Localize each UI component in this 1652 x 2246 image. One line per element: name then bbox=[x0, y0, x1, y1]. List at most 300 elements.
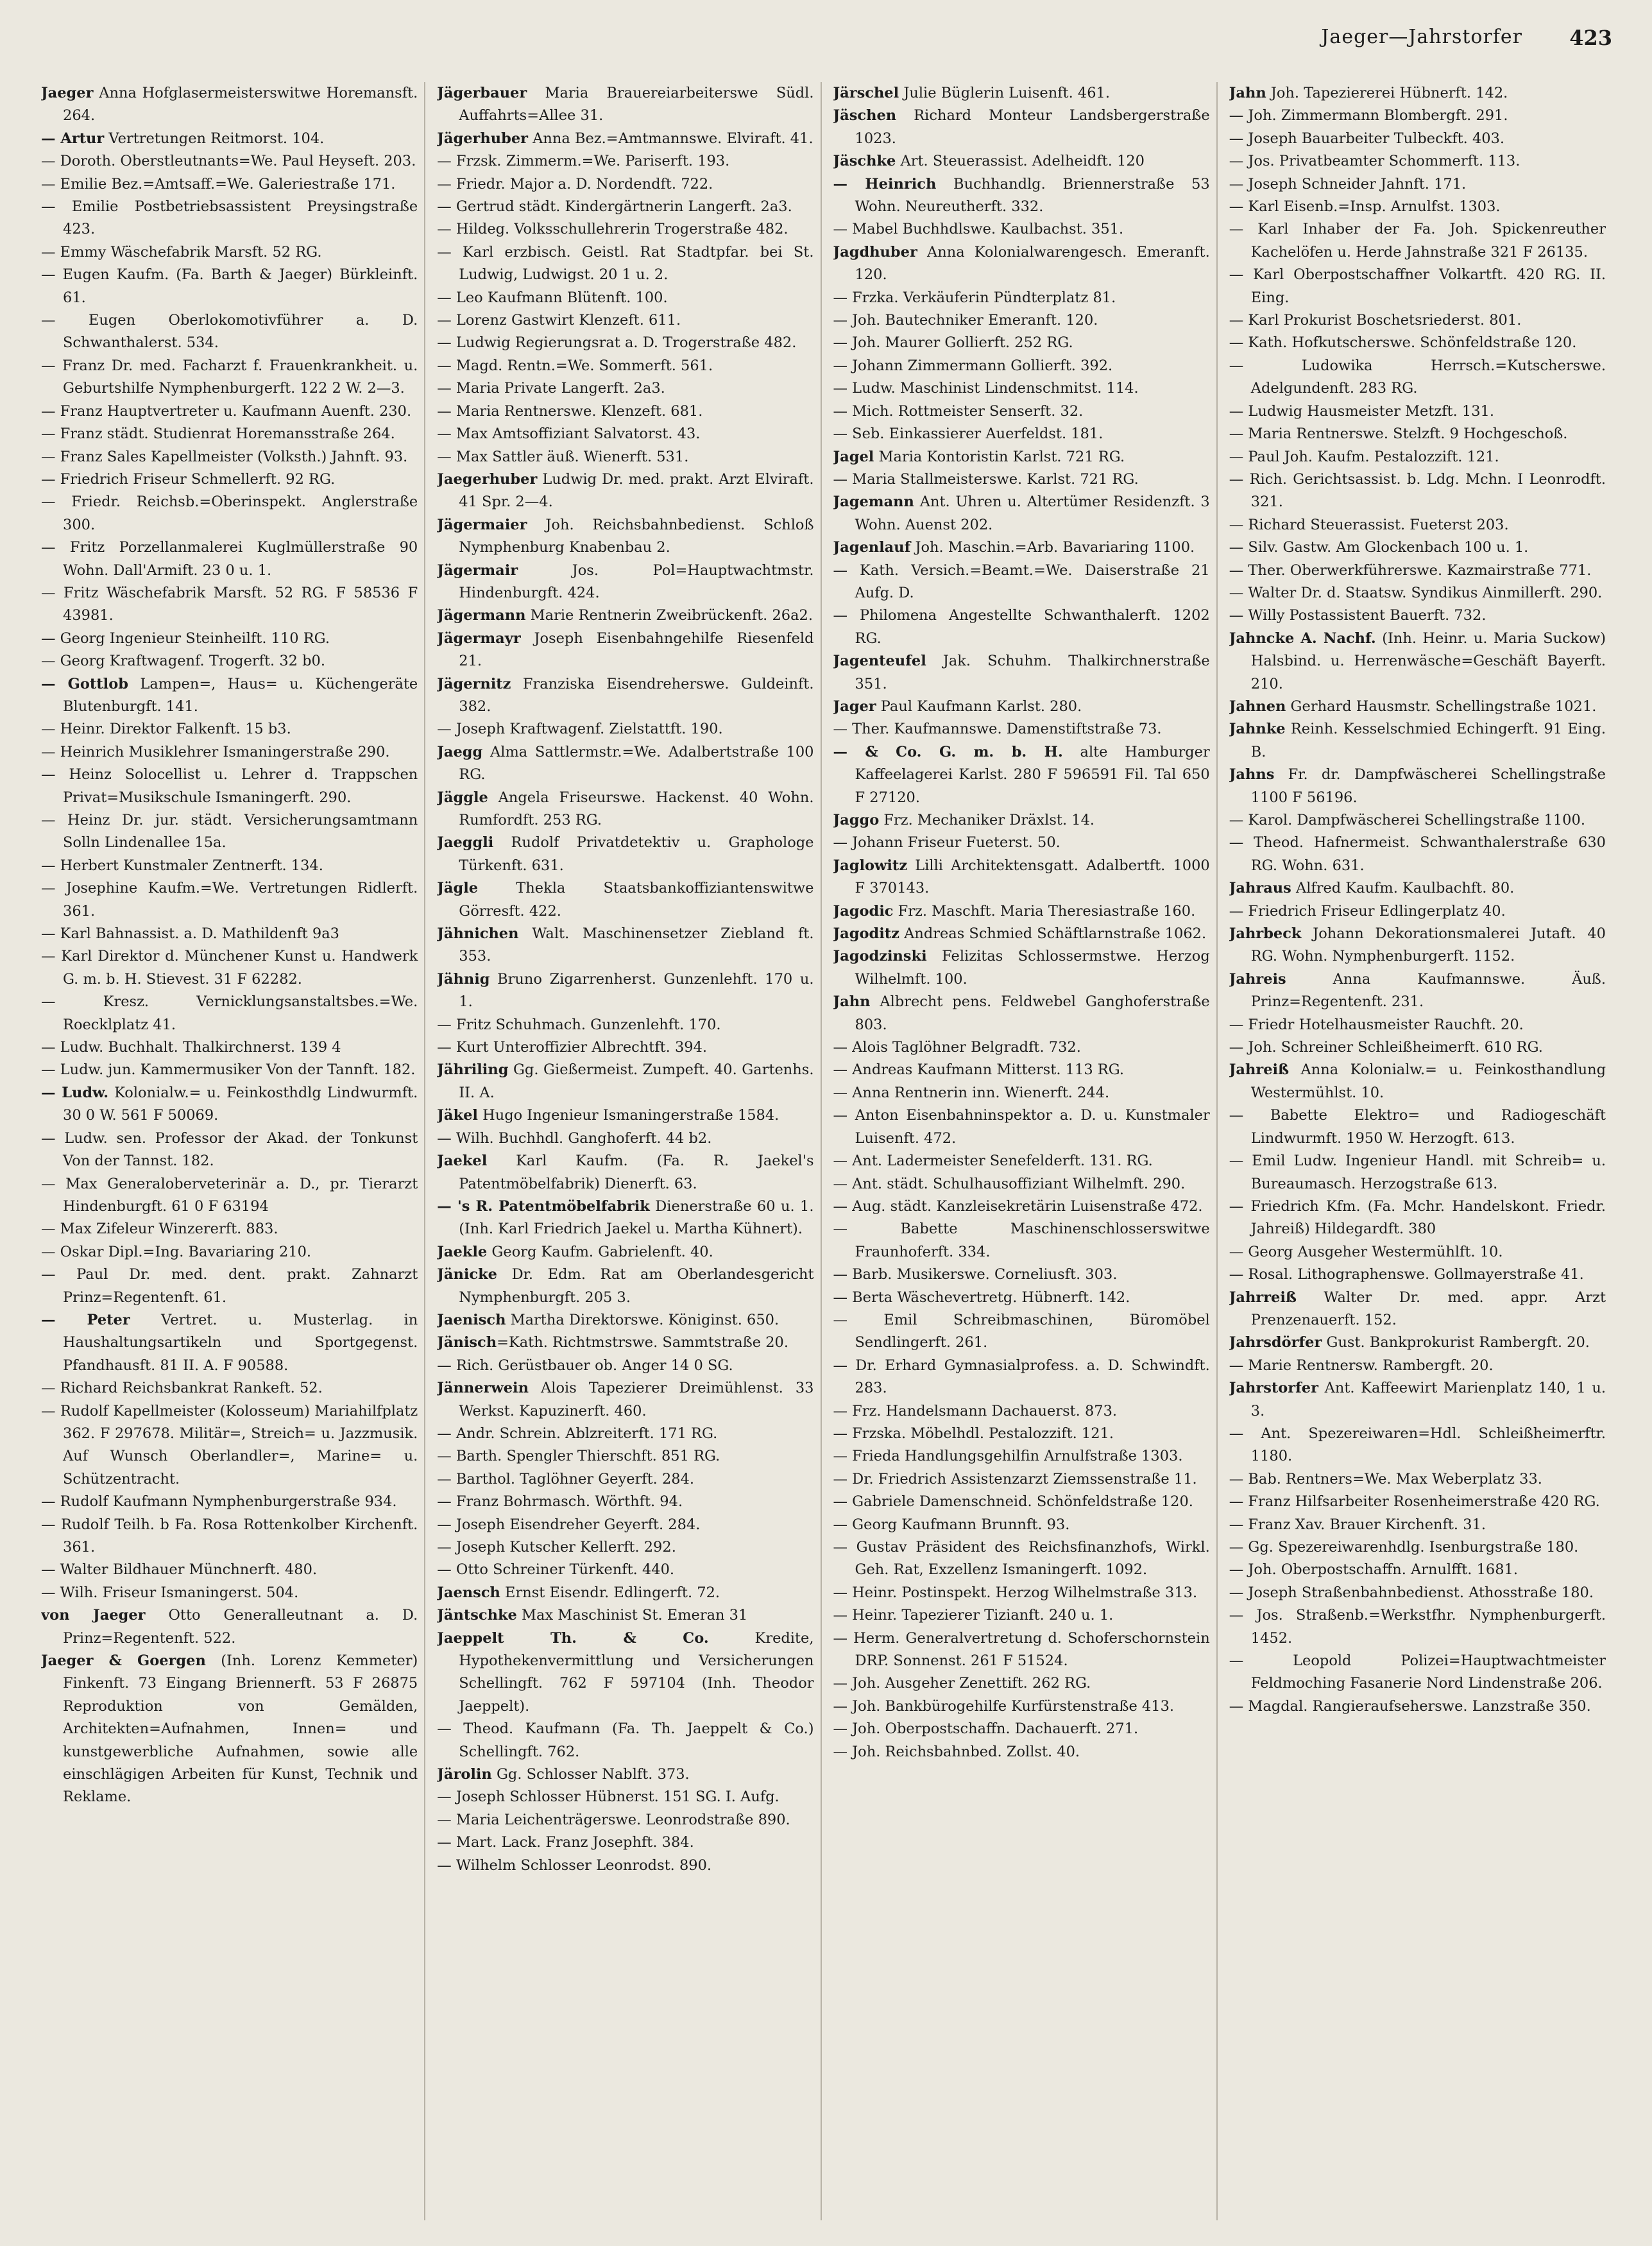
entry-text: — Frzsk. Zimmerm.=We. Pariserft. 193. bbox=[437, 153, 730, 170]
entry-text: — Emil Schreibmaschinen, Büromöbel Sendlingerft. 261. bbox=[833, 1311, 1210, 1351]
entry-text: — Joh. Oberpostschaffn. Dachauerft. 271. bbox=[833, 1720, 1139, 1738]
entry-text: — Ludwig Hausmeister Metzft. 131. bbox=[1229, 402, 1495, 420]
entry-text: — Franz Hilfsarbeiter Rosenheimerstraße 420 RG. bbox=[1229, 1493, 1600, 1511]
entry-text: Thekla Staatsbankoffiziantenswitwe Görresft. 422. bbox=[459, 880, 814, 920]
directory-entry bbox=[1229, 446, 1606, 468]
directory-entry bbox=[833, 855, 1210, 900]
entry-text: Gust. Bankprokurist Rambergft. 20. bbox=[1322, 1334, 1590, 1351]
directory-entry bbox=[1229, 877, 1606, 900]
directory-entry bbox=[41, 1127, 418, 1173]
directory-entry bbox=[833, 1627, 1210, 1673]
entry-name: Jahnen bbox=[1229, 698, 1286, 715]
entry-text: — Jos. Straßenb.=Werkstfhr. Nymphenburgerft. 1452. bbox=[1229, 1607, 1606, 1647]
page-number: 423 bbox=[1569, 26, 1612, 50]
directory-entry bbox=[41, 264, 418, 309]
directory-entry bbox=[437, 560, 813, 605]
entry-name: — 's R. Patentmöbelfabrik bbox=[437, 1197, 650, 1215]
directory-entry bbox=[833, 1218, 1210, 1264]
directory-entry bbox=[1229, 1036, 1606, 1059]
page-header bbox=[38, 26, 1612, 64]
directory-entry bbox=[41, 628, 418, 650]
directory-entry bbox=[437, 1559, 813, 1581]
entry-text: — Ant. städt. Schulhausoffiziant Wilhelmft. 290. bbox=[833, 1175, 1186, 1192]
entry-text: Alois Tapezierer Dreimühlenst. 33 Werkst. Kapuzinerft. 460. bbox=[459, 1380, 814, 1419]
directory-entry bbox=[437, 673, 813, 719]
directory-entry bbox=[41, 241, 418, 264]
directory-entry bbox=[437, 1514, 813, 1536]
entry-text: — Kresz. Vernicklungsanstaltsbes.=We. Roecklplatz 41. bbox=[41, 993, 418, 1033]
directory-entry bbox=[437, 1150, 813, 1196]
directory-entry bbox=[437, 423, 813, 445]
entry-name: Jagdhuber bbox=[833, 243, 917, 261]
entry-name: Jahn bbox=[1229, 85, 1266, 101]
entry-text: — Heinr. Direktor Falkenft. 15 b3. bbox=[41, 721, 291, 738]
entry-name: Jaenisch bbox=[437, 1311, 506, 1328]
entry-name: von Jaeger bbox=[41, 1607, 146, 1624]
entry-text: — Leo Kaufmann Blütenft. 100. bbox=[437, 289, 668, 306]
directory-entry bbox=[833, 923, 1210, 945]
entry-text: — Joh. Maurer Gollierft. 252 RG. bbox=[833, 334, 1073, 352]
directory-entry bbox=[41, 1582, 418, 1604]
directory-entry bbox=[1229, 82, 1606, 105]
directory-entry bbox=[41, 877, 418, 923]
directory-entry bbox=[833, 241, 1210, 287]
entry-name: Jännerwein bbox=[437, 1380, 529, 1397]
entry-text: Ant. Uhren u. Altertümer Residenzft. 3 Wohn. Auenst 202. bbox=[855, 493, 1210, 533]
entry-text: — Ludowika Herrsch.=Kutscherswe. Adelgundenft. 283 RG. bbox=[1229, 357, 1606, 397]
entry-text: Rudolf Privatdetektiv u. Graphologe Türkenft. 631. bbox=[459, 834, 814, 874]
directory-entry bbox=[833, 491, 1210, 536]
directory-entry bbox=[437, 787, 813, 832]
directory-entry bbox=[1229, 150, 1606, 173]
entry-text: Lampen=, Haus= u. Küchengeräte Blutenburgft. 141. bbox=[63, 675, 418, 715]
entry-text: — Dr. Friedrich Assistenzarzt Ziemssenstraße 11. bbox=[833, 1470, 1197, 1487]
directory-entry bbox=[833, 945, 1210, 991]
directory-entry bbox=[41, 1036, 418, 1059]
entry-text: Andreas Schmied Schäftlarnstraße 1062. bbox=[899, 925, 1207, 943]
entry-text: — Johann Zimmermann Gollierft. 392. bbox=[833, 357, 1113, 374]
entry-text: Alfred Kaufm. Kaulbachft. 80. bbox=[1291, 880, 1515, 897]
directory-entry bbox=[833, 650, 1210, 696]
entry-name: Jänisch bbox=[437, 1334, 497, 1351]
directory-entry bbox=[833, 446, 1210, 468]
entry-text: — Ludw. sen. Professor der Akad. der Tonkunst Von der Tannst. 182. bbox=[41, 1129, 418, 1170]
directory-entry bbox=[1229, 696, 1606, 718]
directory-entry bbox=[437, 1264, 813, 1309]
entry-name: Jägle bbox=[437, 880, 479, 897]
entry-text: — Maria Rentnerswe. Stelzft. 9 Hochgeschoß. bbox=[1229, 425, 1568, 443]
entry-text: — Emilie Bez.=Amtsaff.=We. Galeriestraße 171. bbox=[41, 175, 396, 193]
directory-entry bbox=[833, 1672, 1210, 1695]
entry-text: — Friedrich Friseur Schmellerft. 92 RG. bbox=[41, 470, 336, 488]
entry-name: Jahrstorfer bbox=[1229, 1380, 1318, 1397]
entry-text: Franziska Eisendreherswe. Guldeinft. 382. bbox=[459, 675, 814, 715]
entry-text: — Frzka. Verkäuferin Pündterplatz 81. bbox=[833, 289, 1116, 306]
directory-entry bbox=[833, 1150, 1210, 1172]
entry-text: — Lorenz Gastwirt Klenzeft. 611. bbox=[437, 312, 681, 329]
entry-text: — Philomena Angestellte Schwanthalerft. 1202 RG. bbox=[833, 607, 1210, 647]
entry-text: — Joseph Kraftwagenf. Zielstattft. 190. bbox=[437, 721, 723, 738]
directory-entry bbox=[833, 1309, 1210, 1355]
entry-text: Gg. Schlosser Nablft. 373. bbox=[491, 1766, 690, 1783]
entry-text: — Kath. Versich.=Beamt.=We. Daiserstraße 21 Aufg. D. bbox=[833, 562, 1210, 601]
entry-text: — Babette Maschinenschlosserswitwe Fraunhoferft. 334. bbox=[833, 1221, 1210, 1260]
entry-text: — Karl erzbisch. Geistl. Rat Stadtpfar. bei St. Ludwig, Ludwigst. 20 1 u. 2. bbox=[437, 243, 814, 284]
directory-entry bbox=[437, 1355, 813, 1377]
entry-name: Jäkel bbox=[437, 1107, 478, 1124]
entry-text: — Paul Dr. med. dent. prakt. Zahnarzt Prinz=Regentenft. 61. bbox=[41, 1266, 418, 1306]
directory-entry bbox=[437, 332, 813, 354]
directory-entry bbox=[1229, 355, 1606, 400]
entry-text: — Fritz Schuhmach. Gunzenlehft. 170. bbox=[437, 1016, 721, 1033]
directory-entry bbox=[437, 1786, 813, 1808]
directory-entry bbox=[437, 150, 813, 173]
entry-text: — Ludwig Regierungsrat a. D. Trogerstraße 482. bbox=[437, 334, 797, 352]
entry-text: Frz. Maschft. Maria Theresiastraße 160. bbox=[893, 902, 1196, 920]
entry-text: — Barth. Spengler Thierschft. 851 RG. bbox=[437, 1448, 720, 1465]
directory-entry bbox=[41, 1650, 418, 1809]
directory-entry bbox=[1229, 514, 1606, 536]
entry-text: Max Maschinist St. Emeran 31 bbox=[516, 1607, 748, 1624]
entry-text: — Friedrich Friseur Edlingerplatz 40. bbox=[1229, 902, 1506, 920]
entry-name: — & Co. G. m. b. H. bbox=[833, 743, 1063, 760]
entry-text: — Wilh. Buchhdl. Ganghoferft. 44 b2. bbox=[437, 1129, 712, 1147]
entry-text: — Bab. Rentners=We. Max Weberplatz 33. bbox=[1229, 1470, 1542, 1487]
directory-entry bbox=[833, 900, 1210, 923]
directory-entry bbox=[41, 1559, 418, 1581]
entry-text: — Mart. Lack. Franz Josephft. 384. bbox=[437, 1834, 694, 1851]
entry-text: — Richard Reichsbankrat Rankeft. 52. bbox=[41, 1380, 323, 1397]
entry-text: — Emil Ludw. Ingenieur Handl. mit Schreib= u. Bureaumasch. Herzogstraße 613. bbox=[1229, 1153, 1606, 1192]
entry-text: Anna Kaufmannswe. Äuß. Prinz=Regentenft. 231. bbox=[1250, 970, 1606, 1011]
entry-name: Jaeggli bbox=[437, 834, 494, 852]
entry-name: Jähnig bbox=[437, 970, 490, 988]
entry-text: — Eugen Oberlokomotivführer a. D. Schwanthalerst. 534. bbox=[41, 312, 418, 352]
entry-text: — Gustav Präsident des Reichsfinanzhofs, Wirkl. Geh. Rat, Exzellenz Ismaningerft. 1092. bbox=[833, 1539, 1210, 1579]
directory-entry bbox=[437, 514, 813, 560]
directory-entry bbox=[833, 377, 1210, 400]
entry-text: Vertret. u. Musterlag. in Haushaltungsartikeln und Sportgegenst. Pfandhausft. 81 II. A. F 90588. bbox=[63, 1311, 418, 1374]
directory-entry bbox=[833, 1741, 1210, 1763]
entry-name: Jager bbox=[833, 698, 876, 715]
entry-text: Dienerstraße 60 u. 1. (Inh. Karl Friedrich Jaekel u. Martha Kühnert). bbox=[459, 1197, 814, 1238]
directory-entry bbox=[437, 1127, 813, 1150]
directory-entry bbox=[437, 1332, 813, 1354]
directory-entry bbox=[41, 741, 418, 764]
entry-text: — Ant. Ladermeister Senefelderft. 131. RG. bbox=[833, 1153, 1153, 1170]
directory-entry bbox=[833, 1355, 1210, 1400]
entry-name: Jahrreiß bbox=[1229, 1289, 1297, 1306]
entry-name: Jaeppelt Th. & Co. bbox=[437, 1629, 709, 1647]
directory-entry bbox=[1229, 536, 1606, 559]
directory-entry bbox=[41, 809, 418, 855]
directory-entry bbox=[833, 309, 1210, 332]
entry-name: Jägerhuber bbox=[437, 130, 528, 147]
directory-entry bbox=[1229, 604, 1606, 627]
directory-entry bbox=[833, 1400, 1210, 1423]
directory-entry bbox=[437, 604, 813, 627]
directory-entry bbox=[1229, 128, 1606, 150]
directory-entry bbox=[833, 400, 1210, 423]
entry-text: — Georg Ausgeher Westermühlft. 10. bbox=[1229, 1243, 1503, 1260]
entry-text: — Maria Leichenträgerswe. Leonrodstraße 890. bbox=[437, 1811, 790, 1828]
entry-text: — Berta Wäschevertretg. Hübnerft. 142. bbox=[833, 1289, 1130, 1306]
directory-entry bbox=[437, 1763, 813, 1786]
entry-text: — Aug. städt. Kanzleisekretärin Luisenstraße 472. bbox=[833, 1197, 1203, 1215]
entry-text: — Joh. Zimmermann Blombergft. 291. bbox=[1229, 107, 1508, 124]
entry-text: — Franz städt. Studienrat Horemansstraße 264. bbox=[41, 425, 395, 443]
entry-text: — Ther. Kaufmannswe. Damenstiftstraße 73. bbox=[833, 721, 1162, 738]
directory-entry bbox=[437, 1604, 813, 1627]
entry-name: — Ludw. bbox=[41, 1084, 109, 1101]
directory-entry bbox=[833, 1468, 1210, 1491]
entry-text: — Herm. Generalvertretung d. Schoferschornstein DRP. Sonnenst. 261 F 51524. bbox=[833, 1629, 1210, 1670]
entry-text: — Herbert Kunstmaler Zentnerft. 134. bbox=[41, 857, 323, 874]
entry-text: Karl Kaufm. (Fa. R. Jaekel's Patentmöbelfabrik) Dienerft. 63. bbox=[459, 1153, 814, 1192]
directory-entry bbox=[1229, 1196, 1606, 1241]
entry-text: — Fritz Wäschefabrik Marsft. 52 RG. F 58536 F 43981. bbox=[41, 584, 418, 624]
directory-entry bbox=[437, 1196, 813, 1241]
directory-entry bbox=[833, 332, 1210, 354]
entry-text: — Friedr. Reichsb.=Oberinspekt. Anglerstraße 300. bbox=[41, 493, 418, 533]
entry-name: Jägerbauer bbox=[437, 85, 527, 101]
directory-entry bbox=[437, 468, 813, 514]
directory-entry bbox=[41, 150, 418, 173]
entry-text: — Babette Elektro= und Radiogeschäft Lindwurmft. 1950 W. Herzogft. 613. bbox=[1229, 1107, 1606, 1147]
entry-name: Jaekel bbox=[437, 1153, 488, 1170]
entry-text: — Maria Rentnerswe. Klenzeft. 681. bbox=[437, 402, 703, 420]
entry-name: — Gottlob bbox=[41, 675, 128, 692]
entry-name: — Artur bbox=[41, 130, 105, 147]
directory-entry bbox=[1229, 1059, 1606, 1104]
directory-entry bbox=[833, 1082, 1210, 1104]
directory-entry bbox=[1229, 400, 1606, 423]
directory-entry bbox=[833, 809, 1210, 832]
entry-text: — Karl Bahnassist. a. D. Mathildenft 9a3 bbox=[41, 925, 339, 943]
directory-entry bbox=[1229, 1582, 1606, 1604]
directory-entry bbox=[833, 1536, 1210, 1582]
entry-text: — Ludw. Maschinist Lindenschmitst. 114. bbox=[833, 380, 1139, 397]
entry-name: Jahraus bbox=[1229, 880, 1291, 897]
entry-text: Hugo Ingenieur Ismaningerstraße 1584. bbox=[477, 1107, 779, 1124]
directory-entry bbox=[437, 218, 813, 241]
entry-text: — Wilhelm Schlosser Leonrodst. 890. bbox=[437, 1856, 712, 1874]
directory-entry bbox=[1229, 1423, 1606, 1468]
entry-text: — Mich. Rottmeister Senserft. 32. bbox=[833, 402, 1084, 420]
entry-name: Jähnichen bbox=[437, 925, 519, 943]
directory-entry bbox=[41, 173, 418, 196]
directory-entry bbox=[1229, 1468, 1606, 1491]
entry-text: — Johann Friseur Fueterst. 50. bbox=[833, 834, 1060, 852]
entry-text: Art. Steuerassist. Adelheidft. 120 bbox=[896, 153, 1145, 170]
directory-entry bbox=[437, 196, 813, 218]
directory-entry bbox=[437, 877, 813, 923]
directory-entry bbox=[41, 468, 418, 491]
directory-entry bbox=[41, 991, 418, 1036]
directory-entry bbox=[41, 1264, 418, 1309]
entry-text: (Inh. Heinr. u. Maria Suckow) Halsbind. u. Herrenwäsche=Geschäft Bayerft. 210. bbox=[1250, 630, 1606, 692]
entry-text: — Gabriele Damenschneid. Schönfeldstraße 120. bbox=[833, 1493, 1193, 1511]
entry-text: Dr. Edm. Rat am Oberlandesgericht Nymphenburgft. 205 3. bbox=[459, 1266, 814, 1306]
directory-entry bbox=[833, 1423, 1210, 1445]
entry-text: — Max Sattler äuß. Wienerft. 531. bbox=[437, 448, 689, 465]
directory-entry bbox=[1229, 1514, 1606, 1536]
directory-entry bbox=[437, 1059, 813, 1104]
entry-text: — Franz Xav. Brauer Kirchenft. 31. bbox=[1229, 1516, 1486, 1533]
entry-text: — Ludw. jun. Kammermusiker Von der Tannft. 182. bbox=[41, 1061, 416, 1079]
directory-entry bbox=[833, 832, 1210, 854]
entry-text: alte Hamburger Kaffeelagerei Karlst. 280 F 596591 Fil. Tal 650 F 27120. bbox=[855, 743, 1210, 806]
entry-name: Jähriling bbox=[437, 1061, 509, 1079]
entry-text: Joh. Tapeziererei Hübnerft. 142. bbox=[1266, 85, 1508, 101]
directory-entry bbox=[41, 491, 418, 536]
directory-entry bbox=[41, 1604, 418, 1650]
entry-text: — Franz Dr. med. Facharzt f. Frauenkrankheit. u. Geburtshilfe Nymphenburgerft. 122 2 W. 2—3. bbox=[41, 357, 418, 397]
entry-text: — Frz. Handelsmann Dachauerst. 873. bbox=[833, 1402, 1118, 1419]
entry-text: — Joh. Ausgeher Zenettift. 262 RG. bbox=[833, 1675, 1091, 1692]
entry-text: — Georg Kaufmann Brunnft. 93. bbox=[833, 1516, 1070, 1533]
entry-name: Jaekle bbox=[437, 1243, 488, 1260]
entry-name: Jahns bbox=[1229, 766, 1275, 784]
entry-text: — Heinz Dr. jur. städt. Versicherungsamtmann Solln Lindenallee 15a. bbox=[41, 812, 418, 852]
directory-entry bbox=[437, 241, 813, 287]
entry-text: — Richard Steuerassist. Fueterst 203. bbox=[1229, 516, 1509, 533]
entry-name: Jagel bbox=[833, 448, 874, 465]
entry-text: — Friedr Hotelhausmeister Rauchft. 20. bbox=[1229, 1016, 1524, 1033]
directory-entry bbox=[41, 1059, 418, 1081]
directory-entry bbox=[437, 1627, 813, 1719]
entry-text: — Karl Inhaber der Fa. Joh. Spickenreuther Kachelöfen u. Herde Jahnstraße 321 F 26135. bbox=[1229, 221, 1606, 261]
entry-text: — Marie Rentnersw. Rambergft. 20. bbox=[1229, 1357, 1494, 1374]
entry-text: — Eugen Kaufm. (Fa. Barth & Jaeger) Bürkleinft. 61. bbox=[41, 266, 418, 306]
entry-name: Jagodic bbox=[833, 902, 894, 920]
entry-text: — Friedrich Kfm. (Fa. Mchr. Handelskont. Friedr. Jahreiß) Hildegardft. 380 bbox=[1229, 1197, 1606, 1238]
directory-entry bbox=[833, 1196, 1210, 1218]
entry-text: — Rich. Gerichtsassist. b. Ldg. Mchn. I Leonrodft. 321. bbox=[1229, 470, 1606, 511]
directory-entry bbox=[437, 1536, 813, 1559]
entry-name: Jagodzinski bbox=[833, 948, 927, 965]
entry-text: — Heinrich Musiklehrer Ismaningerstraße 290. bbox=[41, 743, 390, 760]
entry-text: — Max Generaloberveterinär a. D., pr. Tierarzt Hindenburgft. 61 0 F 63194 bbox=[41, 1175, 418, 1215]
entry-text: — Silv. Gastw. Am Glockenbach 100 u. 1. bbox=[1229, 539, 1529, 556]
entry-text: Vertretungen Reitmorst. 104. bbox=[104, 130, 325, 147]
directory-entry bbox=[1229, 1355, 1606, 1377]
entry-text: Jos. Pol=Hauptwachtmstr. Hindenburgft. 424. bbox=[459, 562, 814, 601]
directory-entry bbox=[1229, 809, 1606, 832]
directory-columns bbox=[41, 82, 1612, 2220]
directory-entry bbox=[1229, 423, 1606, 445]
directory-entry bbox=[437, 1582, 813, 1604]
entry-name: Jahrbeck bbox=[1229, 925, 1302, 943]
entry-name: Jäschke bbox=[833, 153, 896, 170]
entry-text: — Ant. Spezereiwaren=Hdl. Schleißheimerftr. 1180. bbox=[1229, 1425, 1606, 1465]
directory-entry bbox=[1229, 900, 1606, 923]
directory-entry bbox=[1229, 968, 1606, 1014]
directory-entry bbox=[833, 1582, 1210, 1604]
directory-entry bbox=[833, 1059, 1210, 1081]
directory-entry bbox=[1229, 1241, 1606, 1264]
entry-text: — Gg. Spezereiwarenhdlg. Isenburgstraße 180. bbox=[1229, 1539, 1579, 1556]
directory-entry bbox=[437, 718, 813, 741]
directory-entry bbox=[833, 423, 1210, 445]
directory-entry bbox=[1229, 196, 1606, 218]
entry-text: Joseph Eisenbahngehilfe Riesenfeld 21. bbox=[459, 630, 814, 670]
entry-text: Walter Dr. med. appr. Arzt Prenzenauerft. 152. bbox=[1250, 1289, 1606, 1328]
entry-text: — Anton Eisenbahninspektor a. D. u. Kunstmaler Luisenft. 472. bbox=[833, 1107, 1210, 1147]
directory-entry bbox=[1229, 332, 1606, 354]
entry-text: Walt. Maschinensetzer Ziebland ft. 353. bbox=[459, 925, 814, 965]
directory-entry bbox=[437, 377, 813, 400]
directory-entry bbox=[437, 1104, 813, 1127]
entry-text: =Kath. Richtmstrswe. Sammtstraße 20. bbox=[497, 1334, 788, 1351]
entry-text: — Joseph Straßenbahnbedienst. Athosstraße 180. bbox=[1229, 1584, 1594, 1601]
directory-entry bbox=[833, 560, 1210, 605]
entry-text: — Max Zifeleur Winzererft. 883. bbox=[41, 1221, 278, 1238]
entry-text: — Joh. Reichsbahnbed. Zollst. 40. bbox=[833, 1743, 1080, 1760]
directory-entry bbox=[41, 400, 418, 423]
directory-entry bbox=[833, 991, 1210, 1036]
directory-entry bbox=[41, 945, 418, 991]
directory-entry bbox=[41, 1082, 418, 1127]
entry-text: — Paul Joh. Kaufm. Pestalozzift. 121. bbox=[1229, 448, 1499, 465]
directory-entry bbox=[437, 287, 813, 309]
entry-text: Jak. Schuhm. Thalkirchnerstraße 351. bbox=[855, 653, 1210, 692]
entry-text: — Wilh. Friseur Ismaningerst. 504. bbox=[41, 1584, 299, 1601]
directory-entry bbox=[1229, 1264, 1606, 1286]
directory-entry bbox=[41, 582, 418, 628]
entry-text: — Walter Dr. d. Staatsw. Syndikus Ainmillerft. 290. bbox=[1229, 584, 1603, 601]
entry-text: Buchhandlg. Briennerstraße 53 Wohn. Neureutherft. 332. bbox=[855, 175, 1210, 216]
entry-text: Anna Kolonialwarengesch. Emeranft. 120. bbox=[855, 243, 1210, 284]
entry-name: Jagenteufel bbox=[833, 653, 926, 670]
directory-entry bbox=[41, 650, 418, 673]
entry-text: Alma Sattlermstr.=We. Adalbertstraße 100 RG. bbox=[459, 743, 814, 784]
directory-entry bbox=[833, 696, 1210, 718]
directory-entry bbox=[833, 536, 1210, 559]
directory-entry bbox=[1229, 1150, 1606, 1196]
entry-text: — Hildeg. Volksschullehrerin Trogerstraße 482. bbox=[437, 221, 788, 238]
entry-text: — Heinz Solocellist u. Lehrer d. Trappschen Privat=Musikschule Ismaningerft. 290. bbox=[41, 766, 418, 806]
directory-entry bbox=[833, 1104, 1210, 1150]
entry-text: — Friedr. Major a. D. Nordendft. 722. bbox=[437, 175, 713, 193]
entry-text: Lilli Architektensgatt. Adalbertft. 1000 F 370143. bbox=[855, 857, 1210, 897]
entry-text: Georg Kaufm. Gabrielenft. 40. bbox=[487, 1243, 713, 1260]
directory-entry bbox=[437, 741, 813, 787]
entry-text: Ant. Kaffeewirt Marienplatz 140, 1 u. 3. bbox=[1250, 1380, 1606, 1419]
entry-name: Jäggle bbox=[437, 789, 488, 806]
entry-text: Reinh. Kesselschmied Echingerft. 91 Eing. B. bbox=[1250, 721, 1606, 760]
column-3 bbox=[833, 82, 1218, 2220]
entry-text: — Max Amtsoffiziant Salvatorst. 43. bbox=[437, 425, 701, 443]
directory-entry bbox=[41, 423, 418, 445]
directory-entry bbox=[437, 400, 813, 423]
entry-name: Jagenlauf bbox=[833, 539, 911, 556]
entry-text: — Fritz Porzellanmalerei Kuglmüllerstraße 90 Wohn. Dall'Armift. 23 0 u. 1. bbox=[41, 539, 418, 579]
entry-text: Felizitas Schlossermstwe. Herzog Wilhelmft. 100. bbox=[855, 948, 1210, 988]
entry-text: — Rudolf Kapellmeister (Kolosseum) Mariahilfplatz 362. F 297678. Militär=, Streich= u. Jazzmusik. Auf Wunsch Oberlandler=, Marine= u. Schützentracht. bbox=[41, 1402, 418, 1487]
directory-entry bbox=[41, 923, 418, 945]
entry-name: Jaggo bbox=[833, 812, 880, 828]
entry-text: — Georg Kraftwagenf. Trogerft. 32 b0. bbox=[41, 653, 325, 670]
directory-entry bbox=[833, 150, 1210, 173]
entry-text: — Dr. Erhard Gymnasialprofess. a. D. Schwindft. 283. bbox=[833, 1357, 1210, 1397]
entry-name: Jägermair bbox=[437, 562, 518, 579]
directory-entry bbox=[833, 82, 1210, 105]
entry-name: Jagemann bbox=[833, 493, 914, 511]
entry-text: — Barthol. Taglöhner Geyerft. 284. bbox=[437, 1470, 695, 1487]
directory-entry bbox=[833, 1604, 1210, 1627]
entry-text: — Maria Stallmeisterswe. Karlst. 721 RG. bbox=[833, 470, 1139, 488]
